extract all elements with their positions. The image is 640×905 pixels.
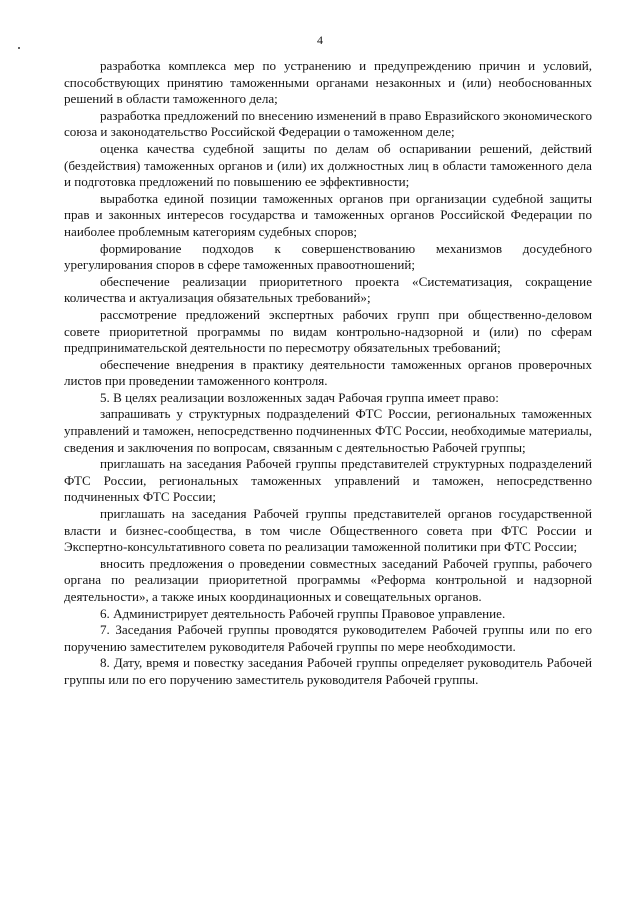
paragraph: формирование подходов к совершенствованию механизмов досудебного урегулирования споров в сфере таможенных правоотношений; — [64, 240, 592, 273]
scan-mark — [18, 47, 20, 49]
paragraph: оценка качества судебной защиты по делам об оспаривании решений, действий (бездействия) таможенных органов и (или) их должностных лиц в области таможенного дела и подготовка предложений по повышению ее эффективности; — [64, 140, 592, 190]
document-body — [64, 58, 592, 689]
paragraph: разработка предложений по внесению изменений в право Евразийского экономического союза и законодательство Российской Федерации о таможенном деле; — [64, 107, 592, 140]
paragraph: рассмотрение предложений экспертных рабочих групп при общественно-деловом совете приоритетной программы по видам контрольно-надзорной и (или) по сферам предпринимательской деятельности по пересмотру обязательных требований; — [64, 306, 592, 356]
section-item-8: 8. Дату, время и повестку заседания Рабочей группы определяет руководитель Рабочей группы или по его поручению заместитель руководителя Рабочей группы. — [64, 655, 592, 687]
section-heading-5: 5. В целях реализации возложенных задач Рабочая группа имеет право: — [100, 389, 499, 405]
section-item-6: 6. Администрирует деятельность Рабочей группы Правовое управление. — [100, 605, 506, 621]
paragraph: выработка единой позиции таможенных органов при организации судебной защиты прав и законных интересов государства и таможенных органов Российской Федерации по наиболее проблемным категориям судебных споров; — [64, 190, 592, 239]
paragraph: приглашать на заседания Рабочей группы представителей структурных подразделений ФТС России, региональных таможенных управлений и таможен, непосредственно подчиненных ФТС России; — [64, 456, 592, 505]
section-item-7: 7. Заседания Рабочей группы проводятся руководителем Рабочей группы или по его поручению заместителем руководителя Рабочей группы по мере необходимости. — [64, 622, 592, 654]
page-number: 4 — [317, 33, 323, 47]
paragraph: приглашать на заседания Рабочей группы представителей органов государственной власти и бизнес-сообщества, в том числе Общественного совета при ФТС России и Экспертно-консультативного совета по реализации таможенной политики при ФТС России; — [64, 506, 592, 555]
paragraph: обеспечение внедрения в практику деятельности таможенных органов проверочных листов при проведении таможенного контроля. — [64, 356, 592, 389]
paragraph: вносить предложения о проведении совместных заседаний Рабочей группы, рабочего органа по реализации приоритетной программы «Реформа контрольной и надзорной деятельности», а также иных координационных и совещательных органов. — [64, 555, 592, 604]
paragraph: обеспечение реализации приоритетного проекта «Систематизация, сокращение количества и актуализация обязательных требований»; — [64, 273, 592, 306]
paragraph: разработка комплекса мер по устранению и предупреждению причин и условий, способствующих принятию таможенными органами незаконных и (или) необоснованных решений в области таможенного дела; — [64, 58, 592, 107]
paragraph: запрашивать у структурных подразделений ФТС России, региональных таможенных управлений и таможен, непосредственно подчиненных ФТС России, необходимые материалы, сведения и заключения по вопросам, связанным с деятельностью Рабочей группы; — [64, 406, 592, 455]
